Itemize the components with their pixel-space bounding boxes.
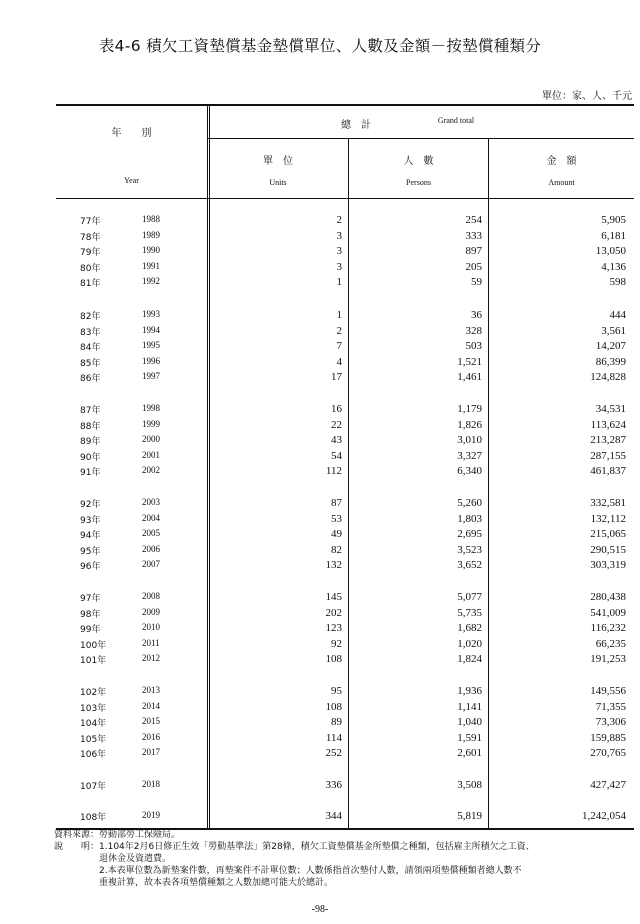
data-table [56, 104, 634, 830]
table-row [56, 371, 634, 386]
amount-cell: 4,136 [601, 260, 626, 273]
roc-year-cell: 81年 [80, 279, 101, 290]
amount-cell: 5,905 [601, 214, 626, 226]
amount-cell: 303,319 [590, 559, 626, 572]
roc-year-cell: 88年 [80, 421, 101, 432]
ad-year-cell: 2016 [142, 731, 160, 742]
table-row [56, 497, 634, 512]
explanation-note: 重複計算，故本表各項墊償種類之人數加總可能大於總計。 [54, 878, 334, 888]
amount-cell: 149,556 [590, 685, 626, 697]
ad-year-cell: 1992 [142, 276, 160, 287]
amount-cell: 213,287 [590, 434, 626, 447]
ad-year-cell: 2013 [142, 685, 160, 695]
table-row [56, 276, 634, 291]
table-row [56, 245, 634, 260]
amount-cell: 132,112 [590, 512, 626, 525]
units-cell: 2 [336, 214, 342, 226]
amount-cell: 3,561 [601, 324, 626, 337]
units-cell: 87 [331, 497, 342, 509]
units-cell: 95 [331, 685, 342, 697]
roc-year-cell: 78年 [80, 232, 101, 243]
amount-cell: 427,427 [590, 779, 626, 791]
amount-cell: 66,235 [595, 637, 626, 650]
table-row [56, 434, 634, 449]
roc-year-cell: 89年 [80, 437, 101, 448]
amount-cell: 444 [609, 309, 626, 321]
units-cell: 1 [336, 276, 342, 289]
amount-cell: 461,837 [590, 465, 626, 478]
table-row [56, 465, 634, 480]
roc-year-cell: 92年 [80, 500, 101, 510]
persons-cell: 1,040 [457, 716, 482, 729]
units-cell: 336 [325, 779, 342, 791]
units-cell: 82 [331, 543, 342, 556]
table-row [56, 403, 634, 418]
table-row [56, 309, 634, 324]
table-row [56, 214, 634, 229]
persons-cell: 897 [465, 245, 482, 258]
table-row [56, 450, 634, 465]
persons-cell: 6,340 [457, 465, 482, 478]
persons-cell: 1,141 [457, 700, 482, 713]
ad-year-cell: 1988 [142, 214, 160, 224]
header-persons-zh: 人 數 [403, 156, 434, 167]
header-amount-en: Amount [548, 178, 575, 187]
table-row [56, 701, 634, 716]
roc-year-cell: 99年 [80, 625, 101, 636]
table-row [56, 747, 634, 762]
header-divider [208, 138, 634, 139]
persons-cell: 2,601 [457, 747, 482, 760]
amount-cell: 270,765 [590, 747, 626, 760]
table-row [56, 685, 634, 700]
ad-year-cell: 2000 [142, 434, 160, 445]
table-row [56, 419, 634, 434]
units-cell: 7 [336, 340, 342, 353]
persons-cell: 1,826 [457, 418, 482, 431]
page-title: 表4-6 積欠工資墊償基金墊償單位、人數及金額－按墊償種類分 [98, 37, 542, 55]
ad-year-cell: 2011 [142, 637, 160, 648]
roc-year-cell: 104年 [80, 719, 107, 730]
ad-year-cell: 1997 [142, 371, 160, 382]
units-cell: 43 [331, 434, 342, 447]
amount-cell: 73,306 [595, 716, 626, 729]
persons-cell: 1,591 [457, 731, 482, 744]
units-cell: 2 [336, 324, 342, 337]
roc-year-cell: 100年 [80, 640, 107, 651]
persons-cell: 333 [465, 229, 482, 242]
units-cell: 54 [331, 449, 342, 462]
amount-cell: 598 [609, 276, 626, 289]
header-amount-zh: 金 額 [546, 156, 577, 167]
amount-cell: 280,438 [590, 591, 626, 603]
explanation-note: 退休金及資遣費。 [54, 854, 172, 864]
roc-year-cell: 95年 [80, 546, 101, 557]
ad-year-cell: 2015 [142, 716, 160, 727]
units-cell: 92 [331, 637, 342, 650]
roc-year-cell: 93年 [80, 515, 101, 526]
ad-year-cell: 2002 [142, 465, 160, 476]
ad-year-cell: 1990 [142, 245, 160, 256]
amount-cell: 34,531 [595, 403, 626, 415]
table-row [56, 528, 634, 543]
persons-cell: 1,682 [457, 622, 482, 635]
ad-year-cell: 2018 [142, 779, 160, 789]
persons-cell: 1,824 [457, 653, 482, 666]
roc-year-cell: 103年 [80, 703, 107, 714]
header-total-en: Grand total [437, 116, 475, 125]
ad-year-cell: 1994 [142, 324, 160, 335]
roc-year-cell: 97年 [80, 594, 101, 604]
amount-cell: 13,050 [595, 245, 626, 258]
amount-cell: 215,065 [590, 528, 626, 541]
table-row [56, 732, 634, 747]
table-row [56, 716, 634, 731]
table-row [56, 513, 634, 528]
roc-year-cell: 90年 [80, 452, 101, 463]
persons-cell: 3,652 [457, 559, 482, 572]
persons-cell: 1,936 [457, 685, 482, 697]
persons-cell: 328 [465, 324, 482, 337]
units-cell: 53 [331, 512, 342, 525]
table-row [56, 325, 634, 340]
roc-year-cell: 102年 [80, 688, 107, 698]
ad-year-cell: 2009 [142, 606, 160, 617]
amount-cell: 116,232 [590, 622, 626, 635]
header-persons-en: Persons [406, 178, 431, 187]
persons-cell: 3,010 [457, 434, 482, 447]
units-cell: 108 [325, 700, 342, 713]
table-row [56, 591, 634, 606]
units-cell: 1 [336, 309, 342, 321]
amount-cell: 159,885 [590, 731, 626, 744]
table-row [56, 653, 634, 668]
table-row [56, 356, 634, 371]
persons-cell: 2,695 [457, 528, 482, 541]
ad-year-cell: 1998 [142, 403, 160, 413]
units-cell: 3 [336, 260, 342, 273]
amount-cell: 71,355 [595, 700, 626, 713]
roc-year-cell: 105年 [80, 734, 107, 745]
roc-year-cell: 107年 [80, 782, 107, 792]
table-row [56, 340, 634, 355]
units-cell: 344 [325, 810, 342, 822]
table-row [56, 810, 634, 825]
persons-cell: 5,819 [457, 810, 482, 822]
units-cell: 22 [331, 418, 342, 431]
persons-cell: 3,508 [457, 779, 482, 791]
header-units-en: Units [269, 178, 287, 187]
roc-year-cell: 108年 [80, 813, 107, 823]
persons-cell: 205 [465, 260, 482, 273]
roc-year-cell: 86年 [80, 374, 101, 385]
persons-cell: 5,260 [457, 497, 482, 509]
page-number: -98- [311, 904, 329, 915]
roc-year-cell: 83年 [80, 327, 101, 338]
persons-cell: 3,327 [457, 449, 482, 462]
header-year-zh: 年 別 [111, 128, 152, 139]
units-cell: 49 [331, 528, 342, 541]
units-cell: 16 [331, 403, 342, 415]
table-row [56, 607, 634, 622]
amount-cell: 541,009 [590, 606, 626, 619]
roc-year-cell: 79年 [80, 248, 101, 259]
ad-year-cell: 2001 [142, 449, 160, 460]
amount-cell: 6,181 [601, 229, 626, 242]
table-row [56, 261, 634, 276]
roc-year-cell: 96年 [80, 562, 101, 573]
amount-cell: 124,828 [590, 371, 626, 384]
units-cell: 17 [331, 371, 342, 384]
units-cell: 132 [325, 559, 342, 572]
amount-cell: 332,581 [590, 497, 626, 509]
roc-year-cell: 80年 [80, 263, 101, 274]
ad-year-cell: 1995 [142, 340, 160, 351]
ad-year-cell: 2019 [142, 810, 160, 820]
explanation-note: 2.本表單位數為新墊案件數，再墊案件不計單位數；人數係指首次墊付人數，請領兩項墊償種類者總人數不 [54, 866, 522, 876]
ad-year-cell: 2017 [142, 747, 160, 758]
roc-year-cell: 94年 [80, 531, 101, 542]
amount-cell: 1,242,054 [582, 810, 626, 822]
ad-year-cell: 1996 [142, 355, 160, 366]
header-units-zh: 單 位 [263, 156, 293, 167]
ad-year-cell: 2014 [142, 700, 160, 711]
amount-cell: 86,399 [595, 355, 626, 368]
roc-year-cell: 106年 [80, 750, 107, 761]
ad-year-cell: 1989 [142, 229, 160, 240]
amount-cell: 287,155 [590, 449, 626, 462]
amount-cell: 14,207 [595, 340, 626, 353]
header-total-zh: 總 計 [341, 120, 371, 131]
persons-cell: 1,803 [457, 512, 482, 525]
source-note: 資料來源：勞動部勞工保險局。 [54, 830, 181, 840]
units-cell: 114 [325, 731, 342, 744]
amount-cell: 191,253 [590, 653, 626, 666]
units-cell: 145 [325, 591, 342, 603]
table-row [56, 779, 634, 794]
amount-cell: 290,515 [590, 543, 626, 556]
ad-year-cell: 2012 [142, 653, 160, 664]
persons-cell: 1,521 [457, 355, 482, 368]
roc-year-cell: 77年 [80, 217, 101, 227]
ad-year-cell: 2007 [142, 559, 160, 570]
ad-year-cell: 1999 [142, 418, 160, 429]
table-row [56, 544, 634, 559]
units-cell: 3 [336, 229, 342, 242]
table-row [56, 638, 634, 653]
units-cell: 202 [325, 606, 342, 619]
table-row [56, 559, 634, 574]
header-year-en: Year [124, 176, 139, 185]
roc-year-cell: 101年 [80, 656, 107, 667]
persons-cell: 254 [465, 214, 482, 226]
persons-cell: 1,020 [457, 637, 482, 650]
persons-cell: 5,077 [457, 591, 482, 603]
persons-cell: 503 [465, 340, 482, 353]
roc-year-cell: 91年 [80, 468, 101, 479]
units-cell: 112 [325, 465, 342, 478]
persons-cell: 1,461 [457, 371, 482, 384]
notes [54, 829, 634, 889]
ad-year-cell: 2006 [142, 543, 160, 554]
ad-year-cell: 2008 [142, 591, 160, 601]
roc-year-cell: 85年 [80, 358, 101, 369]
units-cell: 123 [325, 622, 342, 635]
ad-year-cell: 2004 [142, 512, 160, 523]
persons-cell: 3,523 [457, 543, 482, 556]
header-bottom-rule [56, 198, 634, 199]
roc-year-cell: 98年 [80, 609, 101, 620]
ad-year-cell: 1991 [142, 260, 160, 271]
unit-label: 單位：家、人、千元 [542, 91, 632, 102]
units-cell: 4 [336, 355, 342, 368]
table-row [56, 622, 634, 637]
ad-year-cell: 2005 [142, 528, 160, 539]
ad-year-cell: 2010 [142, 622, 160, 633]
persons-cell: 1,179 [457, 403, 482, 415]
roc-year-cell: 84年 [80, 343, 101, 354]
units-cell: 3 [336, 245, 342, 258]
ad-year-cell: 2003 [142, 497, 160, 507]
explanation-note: 說 明：1.104年2月6日修正生效「勞動基準法」第28條，積欠工資墊償基金所墊償之種類，包括雇主所積欠之工資、 [54, 842, 535, 852]
persons-cell: 36 [471, 309, 482, 321]
persons-cell: 5,735 [457, 606, 482, 619]
units-cell: 89 [331, 716, 342, 729]
units-cell: 108 [325, 653, 342, 666]
roc-year-cell: 82年 [80, 312, 101, 322]
amount-cell: 113,624 [590, 418, 626, 431]
units-cell: 252 [325, 747, 342, 760]
ad-year-cell: 1993 [142, 309, 160, 319]
roc-year-cell: 87年 [80, 406, 101, 416]
persons-cell: 59 [471, 276, 482, 289]
table-row [56, 230, 634, 245]
